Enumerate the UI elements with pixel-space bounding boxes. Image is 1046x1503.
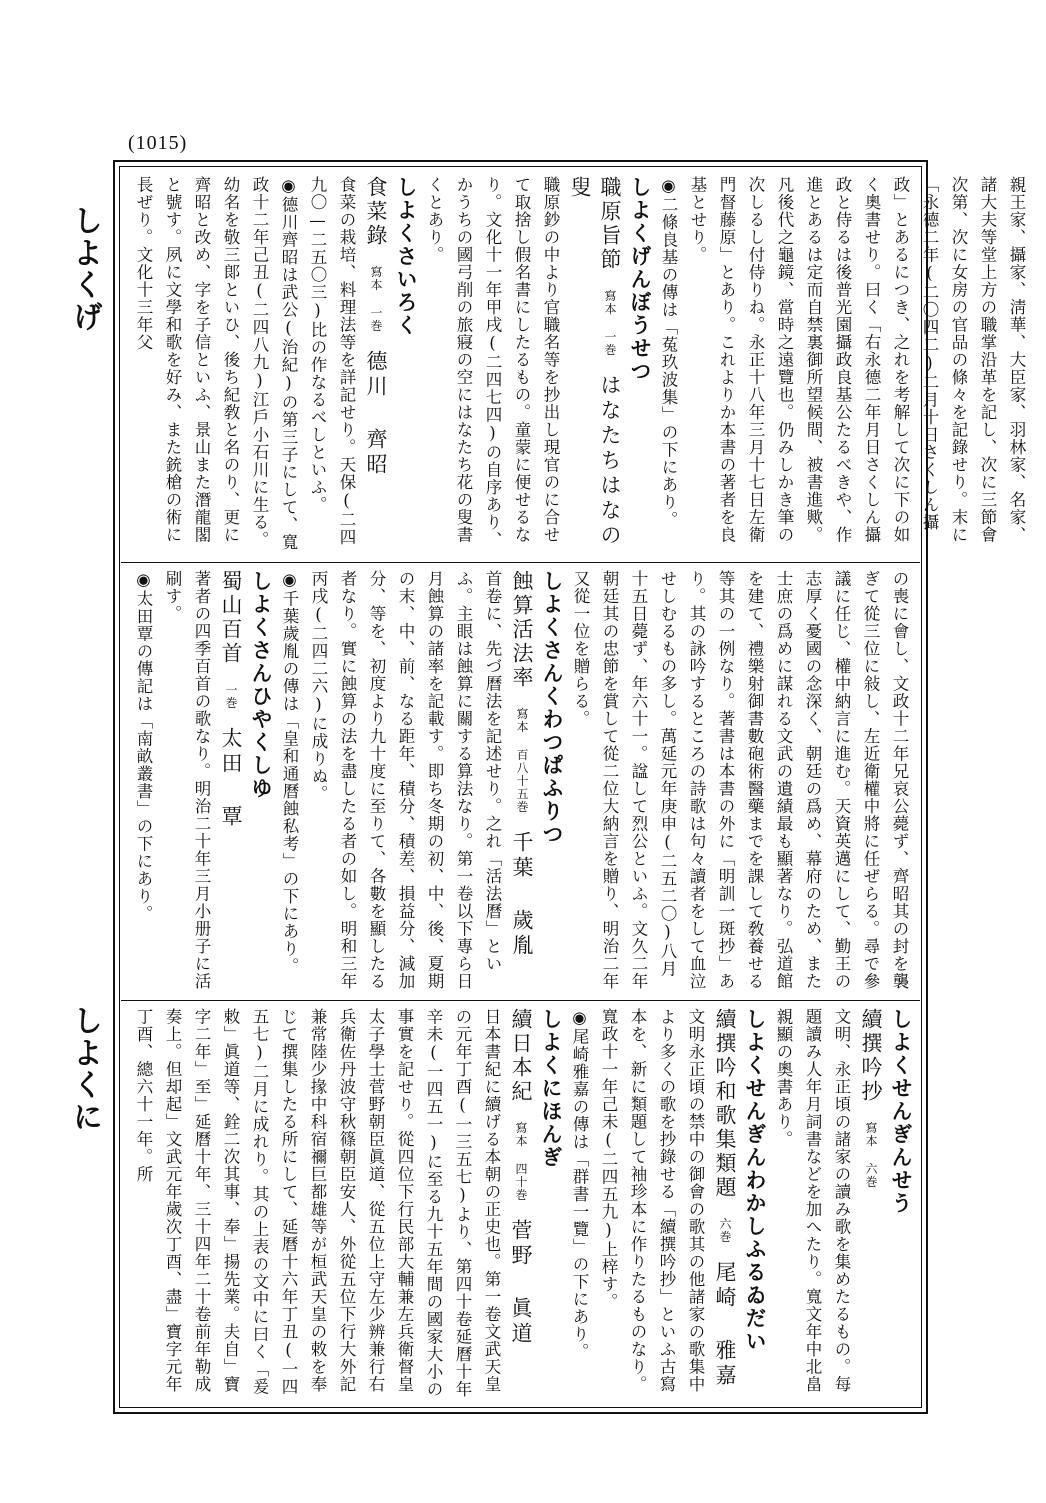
entry-author: 菅野 眞道 [509,1219,533,1347]
entry-edition: 一巻 [224,683,238,710]
entry-edition: 寫本 一巻 [603,289,617,357]
text-column-top [129,176,1031,556]
band-divider [121,1000,920,1001]
entry-body: 職原鈔の中より官職名等を抄出し現官のに合せて取捨し假名書にしたるもの。童蒙に便せるなり。文化十一年甲戌(二四七四)の自序あり、かうちの國弓削の旅寢の空にはなたち花の叟書くとあり。 [425,176,560,549]
running-head-top: しよくげ [67,205,102,333]
entry-heading: しよくせんぎんわかしふるゐだい [743,1008,767,1353]
entry-biography: ◉德川齊昭は武公(治紀)の第三子にして、寬政十二年己丑(二四八九)江戶小石川に生る。幼名を敬三郞といひ、後ち紀敎と名のり、更に齊昭と改め、字を子信といふ、景山また潛龍閣と號す。夙に文學和歌を好み、また銃槍の術に長ぜり。文化十三年父 [134,176,298,551]
entry-author: はなたちはなの叟 [568,176,622,549]
entry-title: 續撰吟抄 [859,1008,883,1104]
continued-text: 親王家、攝家、淸華、大臣家、羽林家、名家、諸大夫等堂上方の職掌沿革を記し、次に三節會次第、次に女房の官品の條々を記錄せり。末に「永德二年(二〇四二)二月十日さくしん攝政」とあるにつき、之れを考解して次に下の如く奧書せり。曰く「右永德二年月日さくしん攝政と侍るは後普光園攝政良基公たるべきや、作進とあるは定而自禁裏御所望候間、被書進歟。凡後代之龜鏡、當時之遠覽也。仍みしかき筆の次しるし付侍りね。永正十八年三月十七日左衛門督藤原」とあり。これよりか本書の著者を良基とせり。 [688,176,1026,544]
entry-title: 蝕算活法率 [510,570,534,690]
entry-edition: 寫本 六巻 [864,1121,878,1189]
entry-body: 食菜の栽培、料理法等を詳記せり。天保(二四九〇—二五〇三)比の作なるべしといふ。 [308,176,356,546]
entry-author: 太田 覃 [219,727,243,830]
entry-body: 文明、永正頃の諸家の讀み歌を集めたるもの。每題讀み人年月詞書などを加へたり。寬文年中北畠親顯の奧書あり。 [774,1008,851,1393]
entry-title: 續日本紀 [509,1008,533,1104]
band-divider [121,562,920,563]
entry-title: 續撰吟和歌集類題 [713,1008,737,1200]
entry-title: 食菜錄 [364,176,388,248]
entry-body: 著者の四季百首の歌なり。明治二十年三月小册子に活刷す。 [163,570,211,990]
entry-author: 德川 齊昭 [364,350,388,478]
band-middle [129,570,912,994]
entry-edition: 寫本 一巻 [369,265,383,333]
page-number: (1015) [128,132,188,154]
entry-heading: しよくせんぎんせう [889,1008,913,1215]
band-bottom [129,1008,912,1403]
entry-heading: しよくさんくわつぱふりつ [540,570,564,846]
entry-author: 尾崎 雅嘉 [713,1261,737,1389]
text-column-middle [129,570,914,994]
page-frame [113,160,1026,1414]
entry-edition: 寫本 百八十五巻 [515,707,529,814]
cross-reference: ◉千葉歲胤の傳は「皇和通曆蝕私考」の下にあり。 [280,570,299,975]
entry-body: 文明永正頃の禁中の御會の歌其の他諸家の歌集中より多くの歌を抄錄せる「續撰吟抄」といふ古寫本を、新に類題して袖珍本に作りたるものなり。寬政十一年己未(二四五九)上梓す。 [599,1008,705,1393]
entry-body: 日本書紀に續げる本朝の正史也。第一卷文武天皇の元年丁酉(一三五七)より、第四十卷延曆十年辛未(一四五一)に至る九十五年間の國家大小の事實を記せり。從四位下行民部大輔兼左兵衛督皇太子學士菅野朝臣眞道、從五位上守左少辨兼行右兵衛佐丹波守秋篠朝臣安人、外從五位下行大外記兼常陸少掾中科宿禰巨都雄等が桓武天皇の敕を奉じて撰集したる所にして、延曆十六年丁丑(一四五七)二月に成れり。其の上表の文中に曰く「爰敕」眞道等、銓二次其事、奉」揚先業。夫自」寶字二年」至」延曆十年、三十四年二十卷前年勒成奏上。但却起」文武元年歲次丁酉、盡」寶字元年丁酉、總六十一年。所 [134,1008,501,1398]
entry-author: 千葉 歲胤 [510,831,534,959]
entry-edition: 寫本 四十巻 [514,1121,528,1202]
continued-text: の喪に會し、文政十二年兄哀公薨ず、齊昭其の封を襲ぎて從三位に敍し、左近衛權中將に任ぜらる。尋で參議に任じ、權中納言に進む。天資英邁にして、勤王の志厚く憂國の念深く、朝廷の爲め、幕府のため、また士庶の爲めに謀れる文武の遺績最も顯著なり。弘道館を建て、禮樂射御書數砲術醫藥までを課して敎養せる等其の一例なり。著書は本書の外に「明訓一斑抄」あり。其の詠吟するところの詩歌は句々讀者をして血泣せしむるもの多し。萬延元年庚申(二五二〇)八月十五日薨ず、年六十一。諡して烈公といふ。文久二年朝廷其の忠節を賞して從二位大納言を贈り、明治二年又從一位を贈らる。 [571,570,909,990]
entry-heading: しよくさんひやくしゆ [249,570,273,800]
cross-reference: ◉尾崎雅嘉の傳は「群書一覽」の下にあり。 [570,1008,589,1361]
text-column-bottom [129,1008,915,1403]
entry-heading: しよくさいろく [394,176,418,337]
entry-heading: しよくげんぼうせつ [628,176,652,383]
entry-edition: 六巻 [718,1217,732,1244]
entry-title: 職原旨節 [598,176,622,272]
running-head-bottom: しよくに [67,1005,102,1133]
entry-body: 首卷に、先づ曆法を記述せり。之れ「活法曆」といふ。主眼は蝕算に關する算法なり。第一卷以下專ら日月蝕算の諸率を記載す。即ち冬期の初、中、後、夏期の末、中、前、なる距年、積分、積差、損益分、減加分、等を、初度より九十度に至りて、各數を顯したる者なり。實に蝕算の法を盡したる者の如し。明和三年丙戌(二四二六)に成りぬ。 [309,570,502,990]
cross-reference: ◉太田覃の傳記は「南畝叢書」の下にあり。 [134,570,153,923]
entry-heading: しよくにほんぎ [539,1008,563,1169]
entry-title: 蜀山百首 [219,570,243,666]
band-top [129,176,1026,556]
cross-reference: ◉二條良基の傳は「菟玖波集」の下にあり。 [659,176,678,529]
